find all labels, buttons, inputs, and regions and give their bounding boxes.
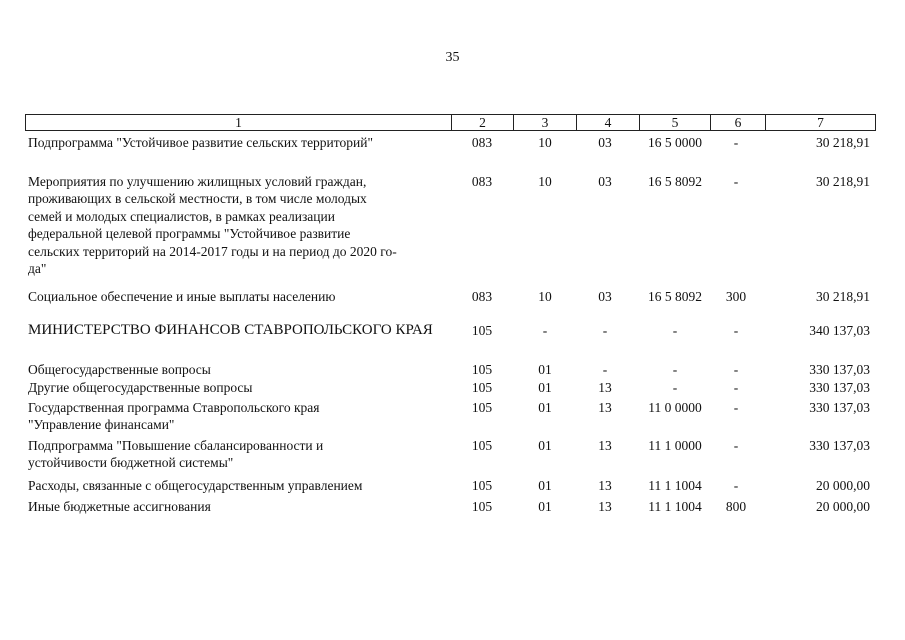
row-col-6: - — [733, 380, 739, 395]
row-name: МИНИСТЕРСТВО ФИНАНСОВ СТАВРОПОЛЬСКОГО КРАЯ — [28, 322, 433, 338]
row-col-2: 105 — [471, 380, 493, 395]
header-col-1: 1 — [25, 114, 452, 131]
row-name: Подпрограмма "Устойчивое развитие сельских территорий" — [28, 135, 373, 150]
row-col-6: - — [733, 135, 739, 150]
row-col-7: 330 137,03 — [809, 380, 870, 395]
row-col-6: - — [733, 400, 739, 415]
row-col-5: - — [672, 380, 678, 395]
row-col-5: - — [672, 362, 678, 377]
header-col-4: 4 — [576, 114, 640, 131]
row-col-3: 01 — [538, 499, 552, 514]
row-col-4: 13 — [598, 380, 612, 395]
row-col-5: 11 1 1004 — [648, 499, 702, 514]
row-col-6: - — [733, 438, 739, 453]
row-col-2: 083 — [471, 289, 493, 304]
row-name: Другие общегосударственные вопросы — [28, 380, 253, 395]
row-col-7: 30 218,91 — [816, 289, 870, 304]
row-col-2: 105 — [471, 400, 493, 415]
row-col-4: 03 — [598, 289, 612, 304]
row-col-7: 330 137,03 — [809, 438, 870, 453]
header-col-7: 7 — [765, 114, 876, 131]
row-name: Государственная программа Ставропольского края "Управление финансами" — [28, 400, 320, 433]
row-col-7: 30 218,91 — [816, 135, 870, 150]
row-col-7: 20 000,00 — [816, 478, 870, 493]
row-col-5: 11 1 0000 — [648, 438, 702, 453]
row-col-4: 13 — [598, 400, 612, 415]
row-col-3: 01 — [538, 438, 552, 453]
row-col-3: 10 — [538, 135, 552, 150]
row-col-7: 30 218,91 — [816, 174, 870, 189]
page-number: 35 — [445, 50, 460, 65]
row-col-5: 11 1 1004 — [648, 478, 702, 493]
row-col-6: - — [733, 362, 739, 377]
row-col-6: - — [733, 478, 739, 493]
row-col-6: 800 — [725, 499, 747, 514]
row-col-3: 01 — [538, 362, 552, 377]
row-name: Общегосударственные вопросы — [28, 362, 211, 377]
row-col-4: 13 — [598, 478, 612, 493]
row-col-6: - — [733, 323, 739, 338]
row-col-7: 330 137,03 — [809, 362, 870, 377]
row-col-7: 330 137,03 — [809, 400, 870, 415]
row-col-4: 13 — [598, 438, 612, 453]
row-col-5: 16 5 8092 — [648, 289, 702, 304]
row-col-4: 03 — [598, 135, 612, 150]
row-name: Расходы, связанные с общегосударственным управлением — [28, 478, 363, 493]
header-col-3: 3 — [513, 114, 577, 131]
header-col-6: 6 — [710, 114, 766, 131]
row-col-5: 11 0 0000 — [648, 400, 702, 415]
row-col-4: - — [602, 323, 608, 338]
row-col-3: - — [542, 323, 548, 338]
row-col-3: 10 — [538, 174, 552, 189]
row-col-2: 105 — [471, 323, 493, 338]
row-name: Мероприятия по улучшению жилищных условий граждан, проживающих в сельской местности, в том числе молодых семей и молодых специалистов, в рамках реализации федеральной целевой программы "Устойчивое развитие сельских территорий на 2014-2017 годы и на период до 2020 го- да" — [28, 174, 397, 277]
row-col-5: 16 5 0000 — [648, 135, 702, 150]
row-col-2: 105 — [471, 362, 493, 377]
row-col-3: 01 — [538, 380, 552, 395]
row-col-2: 105 — [471, 478, 493, 493]
row-name: Социальное обеспечение и иные выплаты населению — [28, 289, 336, 304]
row-col-5: - — [672, 323, 678, 338]
row-col-7: 340 137,03 — [809, 323, 870, 338]
row-name: Подпрограмма "Повышение сбалансированности и устойчивости бюджетной системы" — [28, 438, 324, 471]
row-col-2: 105 — [471, 499, 493, 514]
row-col-2: 083 — [471, 174, 493, 189]
row-name: Иные бюджетные ассигнования — [28, 499, 211, 514]
row-col-3: 01 — [538, 478, 552, 493]
row-col-7: 20 000,00 — [816, 499, 870, 514]
row-col-6: 300 — [725, 289, 747, 304]
header-col-2: 2 — [451, 114, 514, 131]
row-col-4: - — [602, 362, 608, 377]
header-col-5: 5 — [639, 114, 711, 131]
row-col-6: - — [733, 174, 739, 189]
row-col-4: 13 — [598, 499, 612, 514]
row-col-4: 03 — [598, 174, 612, 189]
row-col-3: 10 — [538, 289, 552, 304]
row-col-3: 01 — [538, 400, 552, 415]
row-col-5: 16 5 8092 — [648, 174, 702, 189]
row-col-2: 105 — [471, 438, 493, 453]
row-col-2: 083 — [471, 135, 493, 150]
